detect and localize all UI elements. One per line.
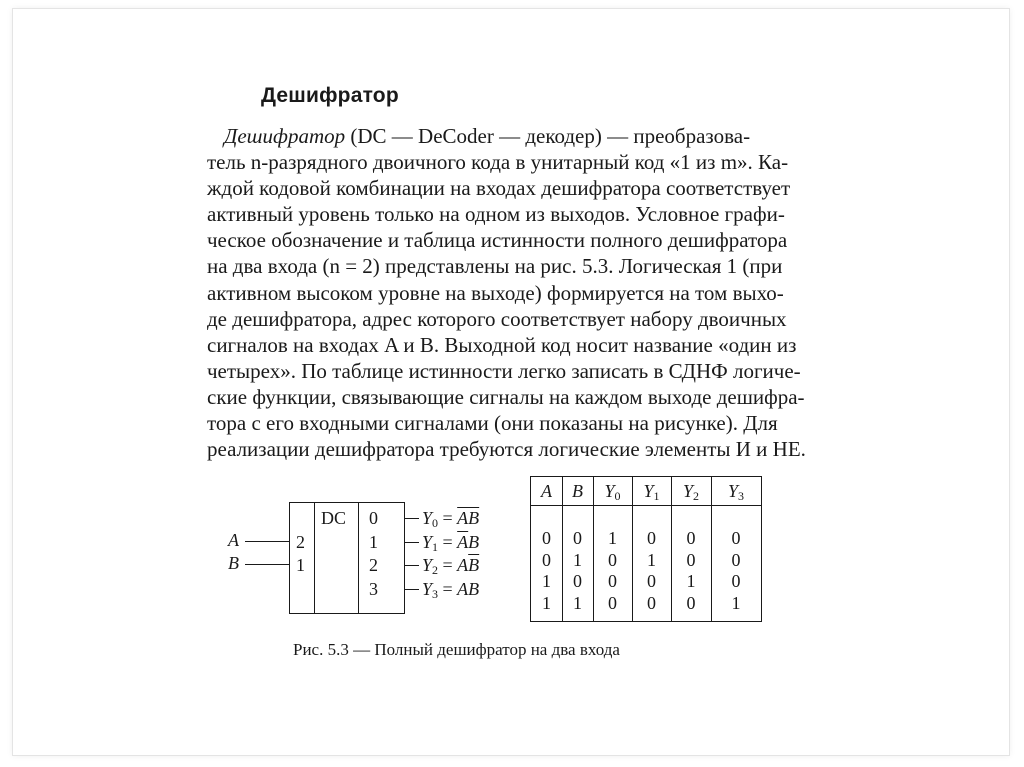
- equation-y2: [422, 556, 479, 579]
- eq-index: 3: [432, 587, 439, 601]
- decoder-diagram: [225, 500, 505, 618]
- paragraph-line-text: активный уровень только на одном из выходов. Условное графи-: [207, 202, 785, 227]
- table-header-cell: $Y_3$: [727, 481, 744, 503]
- truth-table: [530, 476, 762, 622]
- table-header-cell: A: [541, 481, 552, 501]
- paragraph-line-text: тель n-разрядного двоичного кода в унитарный код «1 из m». Ка-: [207, 150, 789, 175]
- table-header-line: [531, 505, 761, 506]
- table-cell: 1: [608, 528, 617, 548]
- body-paragraph: [207, 123, 827, 462]
- paragraph-line-text: ческое обозначение и таблица истинности полного дешифратора: [207, 228, 788, 253]
- table-cell: 0: [573, 571, 582, 591]
- paragraph-line: [207, 436, 827, 462]
- eq-var: Y: [422, 555, 433, 575]
- table-cell: 0: [608, 549, 617, 570]
- block-divider: [358, 503, 359, 613]
- paragraph-line-text: (DC — DeCoder — декодер) — преобразова-: [345, 124, 751, 148]
- paragraph-line-text: на два входа (n = 2) представлены на рис. 5.3. Логическая 1 (при: [207, 254, 783, 279]
- table-cell: 1: [542, 571, 551, 591]
- eq-rhs-over: $\overline{B}$: [468, 555, 480, 575]
- eq-sign: =: [438, 579, 458, 599]
- paragraph-line-text: тора с его входными сигналами (они показаны на рисунке). Для: [207, 411, 778, 436]
- paragraph-line: [207, 175, 827, 201]
- equation-y0: [422, 509, 479, 532]
- output-wire: [405, 542, 419, 543]
- table-header-cell: B: [572, 481, 583, 501]
- eq-rhs: B: [468, 532, 480, 552]
- table-cell: 0: [686, 528, 696, 548]
- term-italic: Дешифратор: [224, 124, 346, 148]
- table-cell: 1: [573, 592, 582, 613]
- eq-rhs: $\overline{AB}$: [457, 508, 480, 528]
- decoder-block: [289, 502, 405, 614]
- table-cell: 1: [542, 592, 551, 613]
- table-cell: 0: [731, 528, 741, 548]
- table-cell: 0: [608, 592, 617, 613]
- eq-var: Y: [422, 579, 433, 599]
- output-pin-label: 0: [369, 508, 378, 528]
- eq-var: Y: [422, 508, 433, 528]
- table-cell: 0: [647, 592, 656, 613]
- table-cell: 0: [647, 571, 656, 591]
- paragraph-line: [207, 253, 827, 279]
- table-cell: 0: [731, 571, 741, 591]
- table-cell: 1: [647, 549, 656, 570]
- table-cell: 0: [731, 549, 741, 570]
- eq-index: 2: [432, 563, 439, 577]
- output-pin-label: 1: [369, 532, 378, 552]
- paragraph-line: [207, 306, 827, 332]
- eq-sign: =: [438, 508, 458, 528]
- eq-rhs-over: $\overline{A}$: [457, 532, 469, 552]
- block-label: DC: [321, 508, 347, 528]
- output-wire: [405, 565, 419, 566]
- input-wire: [245, 541, 289, 542]
- table-cell: 1: [573, 549, 582, 570]
- paragraph-line-text: ские функции, связывающие сигналы на каждом выходе дешифра-: [207, 384, 805, 409]
- figure-caption: Рис. 5.3 — Полный дешифратор на два входа: [293, 640, 620, 659]
- input-label-a: A: [228, 530, 239, 550]
- eq-sign: =: [438, 532, 458, 552]
- output-pin-label: 2: [369, 555, 378, 575]
- eq-sign: =: [438, 555, 458, 575]
- paragraph-line: [207, 358, 827, 384]
- page-title: Дешифратор: [261, 84, 399, 107]
- input-label-b: B: [228, 553, 239, 573]
- paragraph-line-text: активном высоком уровне на выходе) формируется на том выхо-: [207, 280, 784, 305]
- paragraph-line-text: де дешифратора, адрес которого соответствует набору двоичных: [207, 306, 787, 331]
- block-divider: [314, 503, 315, 613]
- table-cell: 1: [731, 592, 741, 613]
- table-cell: 0: [686, 549, 696, 570]
- eq-index: 0: [432, 516, 439, 530]
- table-cell: 0: [542, 528, 551, 548]
- paragraph-line-text: четырех». По таблице истинности легко записать в СДНФ логиче-: [207, 358, 801, 383]
- equation-y1: [422, 533, 479, 556]
- eq-var: Y: [422, 532, 433, 552]
- paragraph-line: [207, 384, 827, 410]
- paragraph-line-text: ждой кодовой комбинации на входах дешифратора соответствует: [207, 176, 791, 201]
- eq-rhs: AB: [457, 579, 480, 599]
- table-cell: 0: [542, 549, 551, 570]
- paragraph-line: [207, 410, 827, 436]
- paragraph-line: [207, 332, 827, 358]
- equation-y3: [422, 580, 479, 603]
- table-cell: 0: [647, 528, 656, 548]
- paragraph-line: [207, 280, 827, 306]
- paragraph-line-text: сигналов на входах A и B. Выходной код носит название «один из: [207, 332, 797, 357]
- input-pin-label: 2: [296, 532, 305, 552]
- paragraph-line-text: реализации дешифратора требуются логические элементы И и НЕ.: [207, 437, 806, 462]
- table-cell: 1: [686, 571, 696, 591]
- paragraph-line: [207, 149, 827, 175]
- output-pin-label: 3: [369, 579, 378, 599]
- output-wire: [405, 518, 419, 519]
- table-header-cell: $Y_1$: [643, 481, 660, 503]
- input-pin-label: 1: [296, 555, 305, 575]
- eq-rhs: A: [457, 555, 469, 575]
- paragraph-line: [207, 227, 827, 253]
- table-cell: 0: [608, 571, 617, 591]
- table-header-cell: $Y_0$: [604, 481, 621, 503]
- output-wire: [405, 589, 419, 590]
- table-cell: 0: [573, 528, 582, 548]
- paragraph-line: [207, 123, 827, 149]
- table-cell: 0: [686, 592, 696, 613]
- paragraph-line: [207, 201, 827, 227]
- table-header-cell: $Y_2$: [682, 481, 699, 503]
- input-wire: [245, 564, 289, 565]
- eq-index: 1: [432, 540, 439, 554]
